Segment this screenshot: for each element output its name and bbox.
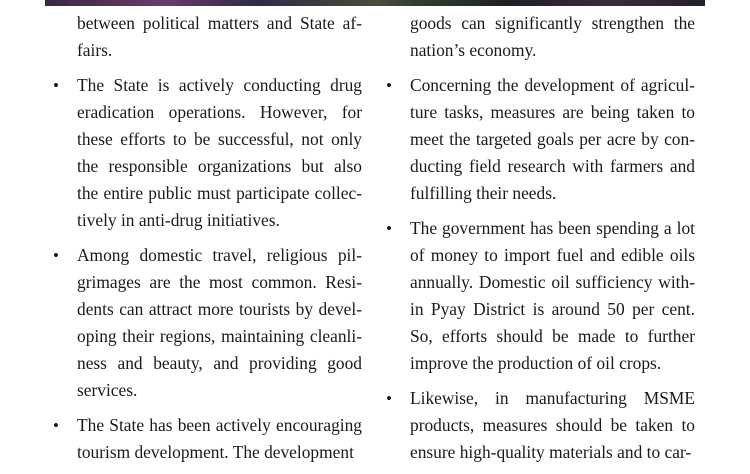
bullet-icon: •: [386, 389, 392, 408]
left-bullet-item: [48, 412, 362, 466]
bullet-icon: •: [386, 219, 392, 238]
bullet-icon: •: [53, 76, 59, 95]
left-bullet-text: Among domestic travel, religious pil-grimages are the most common. Resi-dents can attract more tourists by devel-oping their regions, maintaining cleanli-ness and beauty, and providing good services.: [77, 245, 362, 400]
left-bullet-text: The State has been actively encouraging tourism development. The development: [77, 415, 362, 462]
left-bullet-text: The State is actively conducting drug eradication operations. However, for these efforts to be successful, not only the responsible organizations but also the entire public must participate collec-tively in anti-drug initiatives.: [77, 75, 362, 230]
right-bullet-text: Concerning the development of agricul-ture tasks, measures are being taken to meet the targeted goals per acre by con-ducting field research with farmers and fulfilling their needs.: [410, 75, 695, 203]
right-bullet-item: [381, 215, 695, 377]
right-column: [381, 10, 695, 474]
left-bullet-item: [48, 242, 362, 404]
left-column: [48, 10, 362, 474]
right-continuation-text: goods can significantly strengthen the nation’s economy.: [410, 13, 695, 60]
right-bullet-text: Likewise, in manufacturing MSME products, measures should be taken to ensure high-quality materials and to car-: [410, 388, 695, 462]
right-bullet-text: The government has been spending a lot of money to import fuel and edible oils annually. Domestic oil sufficiency with-in Pyay District is around 50 per cent. So, efforts should be made to further improve the production of oil crops.: [410, 218, 695, 373]
left-bullet-item: [48, 72, 362, 234]
left-continuation-text: between political matters and State af-fairs.: [77, 13, 362, 60]
right-bullet-item: [381, 72, 695, 207]
right-bullet-item: [381, 385, 695, 466]
top-photo-strip: [45, 0, 705, 6]
bullet-icon: •: [53, 416, 59, 435]
bullet-icon: •: [386, 76, 392, 95]
bullet-icon: •: [53, 246, 59, 265]
